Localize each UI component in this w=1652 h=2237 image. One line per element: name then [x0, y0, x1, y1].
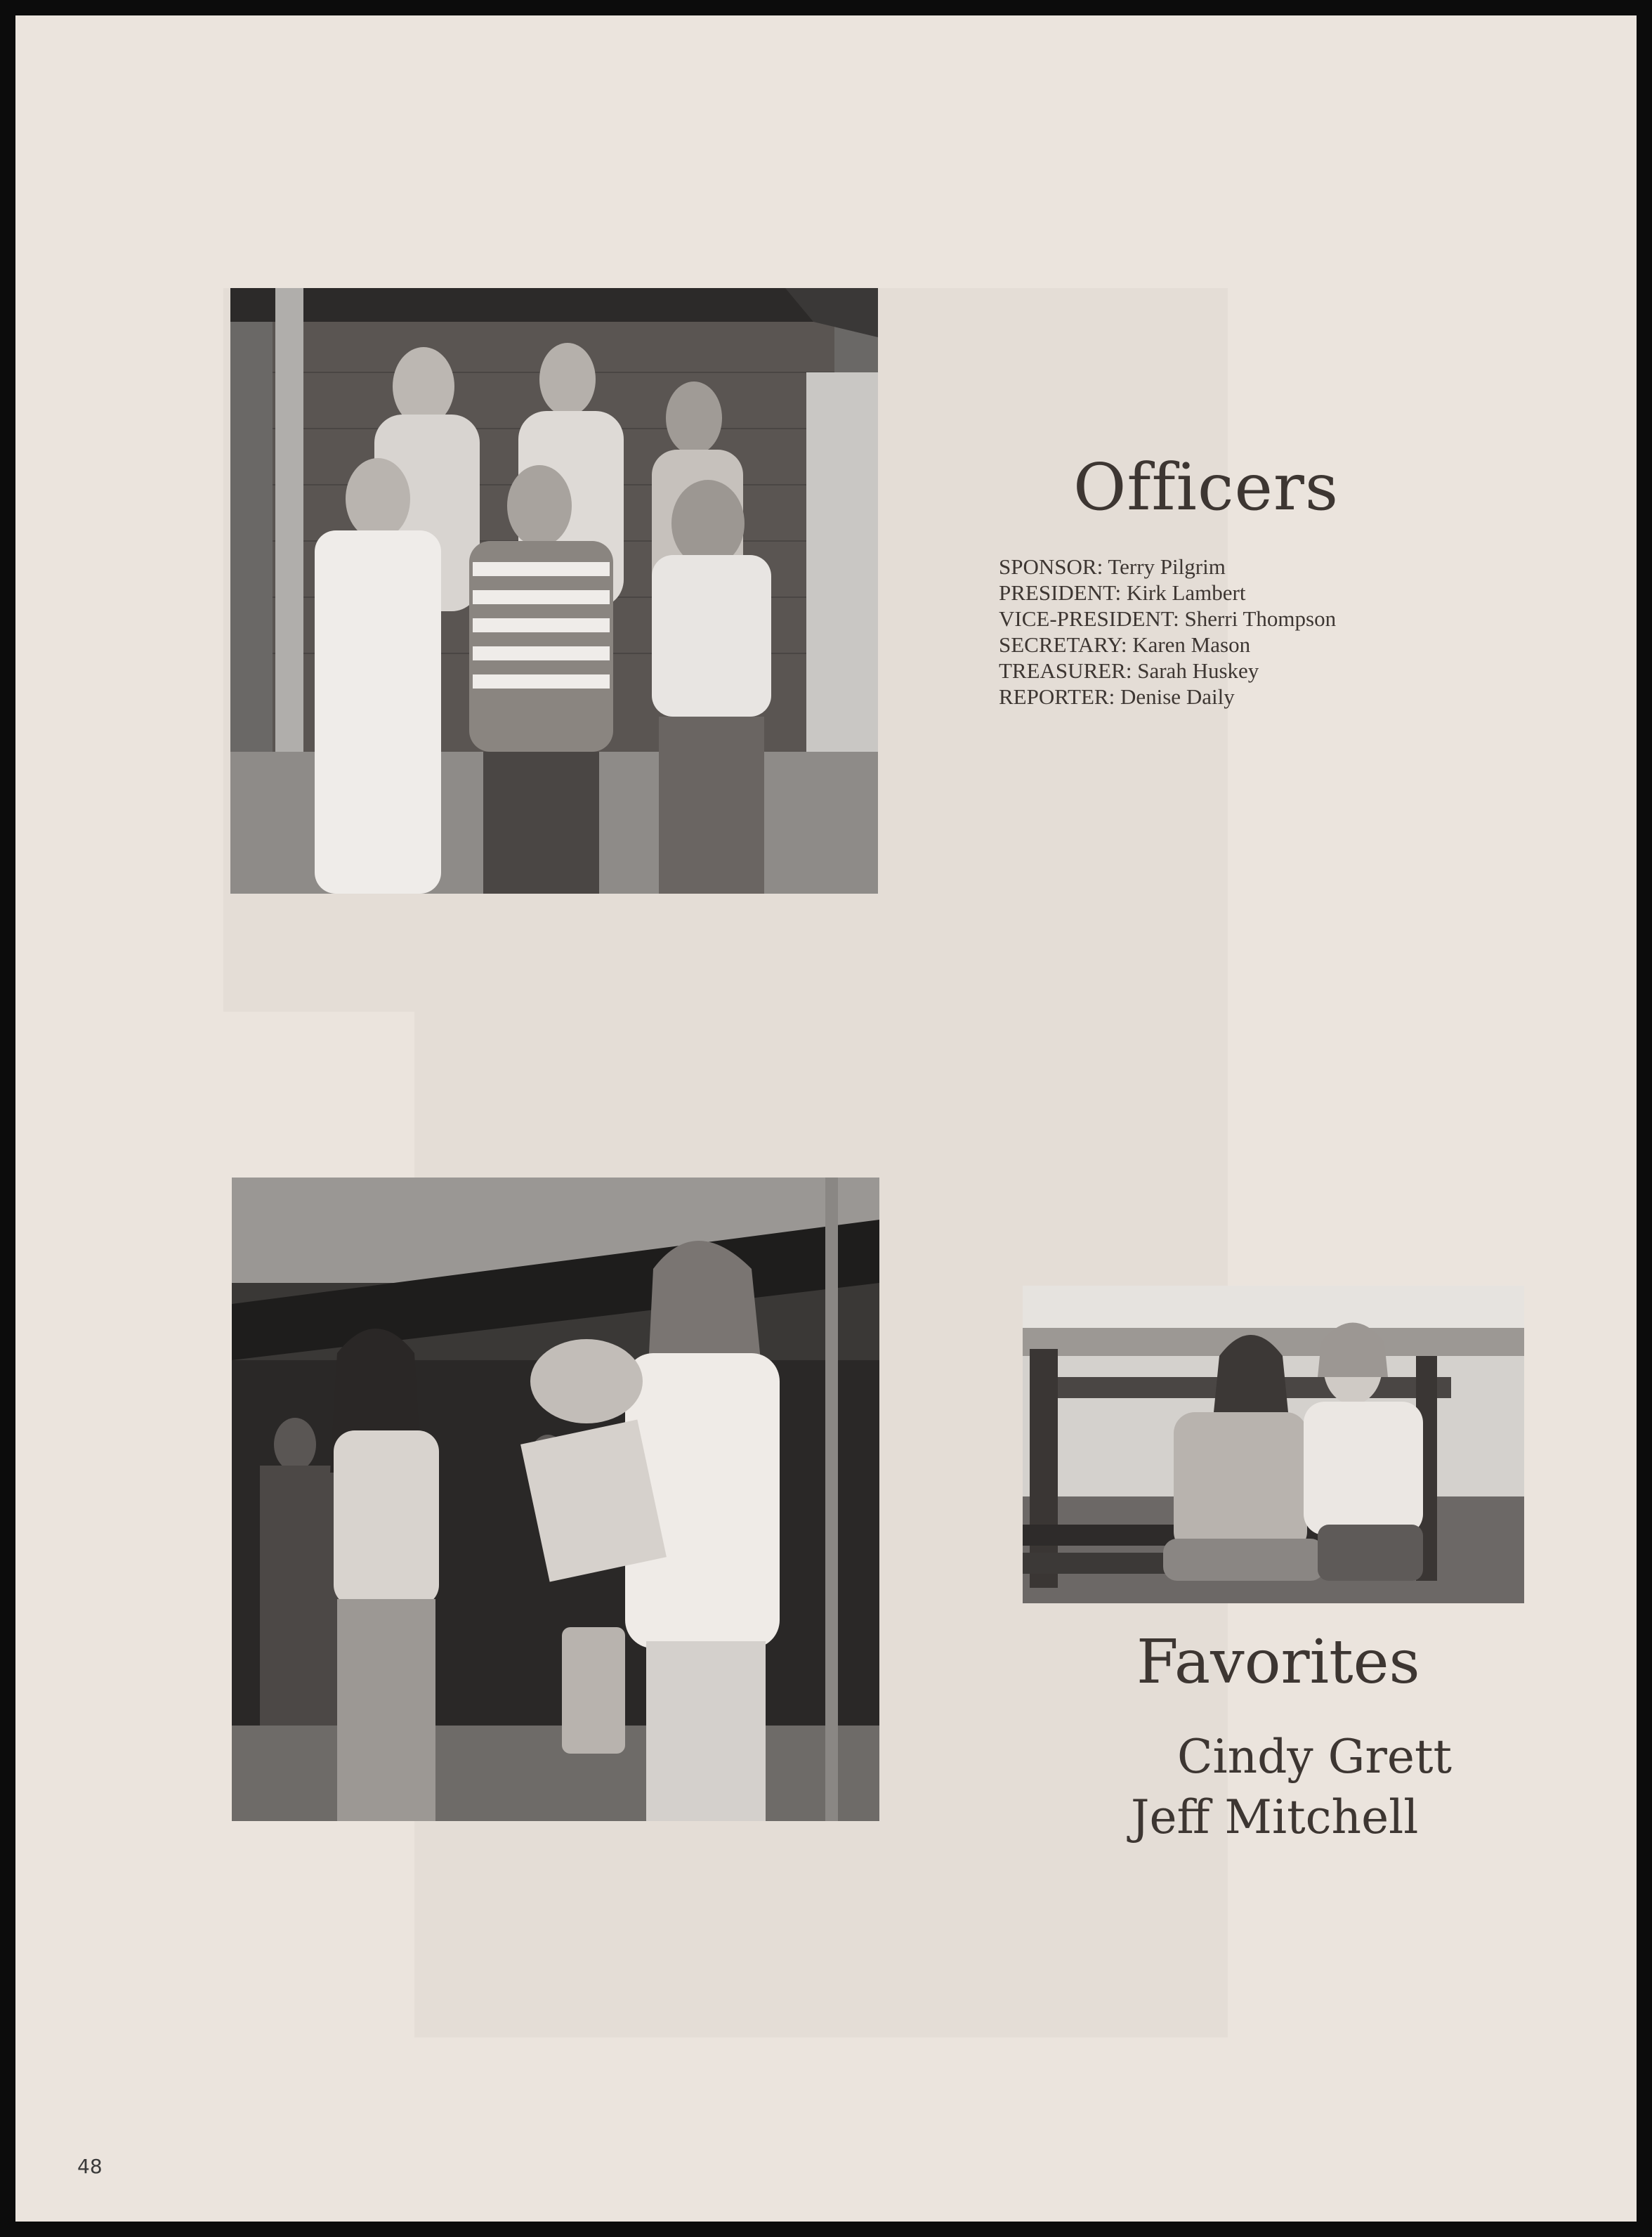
officers-group-photo — [230, 288, 878, 894]
roster-role: REPORTER — [999, 684, 1109, 709]
roster-role: TREASURER — [999, 658, 1126, 683]
roster-entry: SECRETARY: Karen Mason — [999, 632, 1251, 657]
roster-role: SPONSOR — [999, 554, 1097, 579]
roster-role: SECRETARY — [999, 632, 1121, 657]
favorite-name: Jeff Mitchell — [1131, 1790, 1419, 1844]
roster-name: Sherri Thompson — [1184, 606, 1337, 631]
officers-heading: Officers — [1073, 450, 1339, 525]
candid-hallway-photo — [232, 1178, 879, 1821]
roster-entry: TREASURER: Sarah Huskey — [999, 658, 1259, 683]
roster-entry: REPORTER: Denise Daily — [999, 684, 1235, 709]
roster-name: Sarah Huskey — [1137, 658, 1259, 683]
roster-name: Terry Pilgrim — [1108, 554, 1226, 579]
roster-role: VICE-PRESIDENT — [999, 606, 1174, 631]
favorites-couple-photo — [1023, 1286, 1524, 1603]
page-number: 48 — [77, 2155, 103, 2178]
roster-role: PRESIDENT — [999, 580, 1115, 605]
roster-entry: VICE-PRESIDENT: Sherri Thompson — [999, 606, 1337, 631]
roster-name: Karen Mason — [1132, 632, 1251, 657]
favorites-heading: Favorites — [1136, 1627, 1420, 1697]
favorite-name: Cindy Grett — [1177, 1730, 1453, 1784]
roster-name: Denise Daily — [1120, 684, 1235, 709]
officers-roster — [999, 554, 1336, 710]
roster-name: Kirk Lambert — [1126, 580, 1246, 605]
roster-entry: SPONSOR: Terry Pilgrim — [999, 554, 1226, 579]
roster-entry: PRESIDENT: Kirk Lambert — [999, 580, 1246, 605]
